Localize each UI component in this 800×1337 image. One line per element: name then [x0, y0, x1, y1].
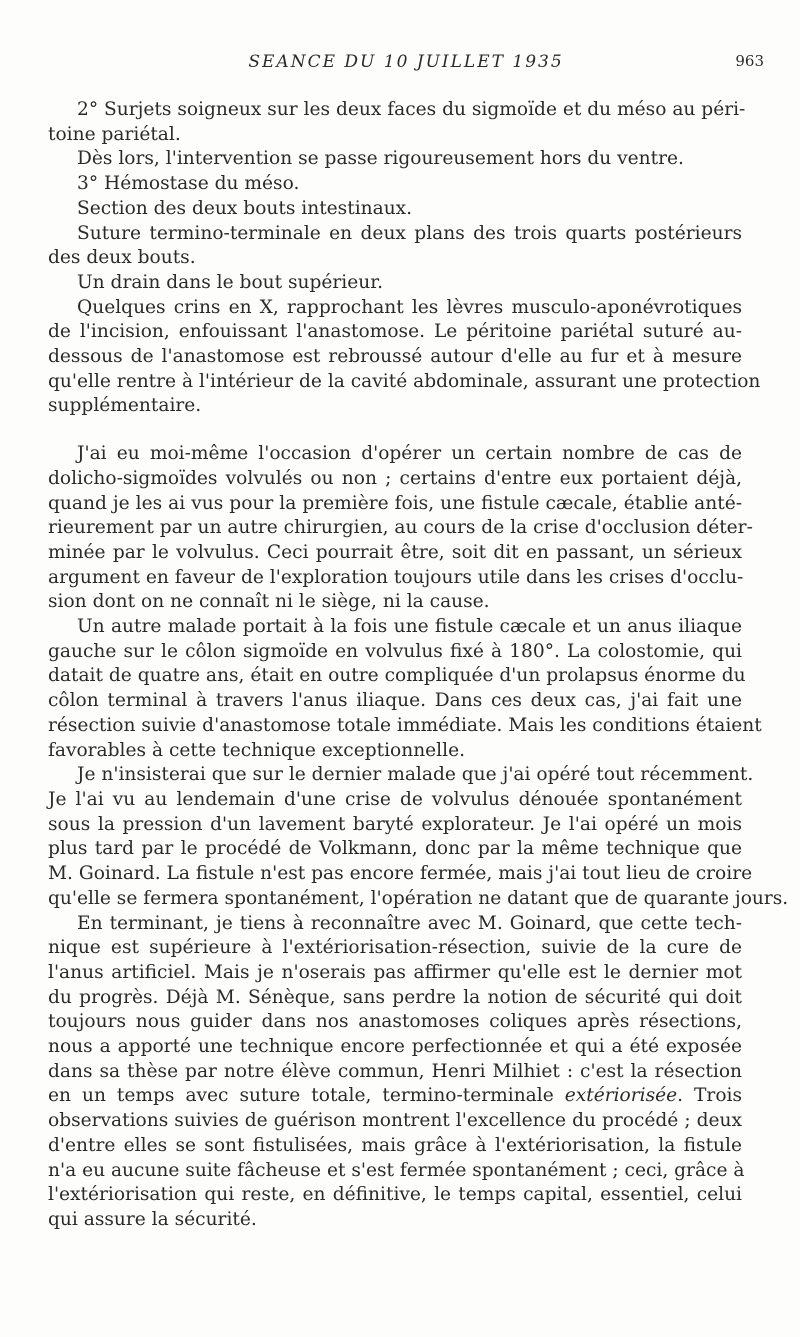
- text-line: sion dont on ne connaît ni le siège, ni la cause.: [48, 591, 490, 613]
- text-line: J'ai eu moi-même l'occasion d'opérer un certain nombre de cas de: [77, 443, 742, 465]
- text-line: observations suivies de guérison montrent l'excellence du procédé ; deux: [48, 1110, 742, 1132]
- text-line: gauche sur le côlon sigmoïde en volvulus fixé à 180°. La colostomie, qui: [48, 640, 742, 662]
- body-text: [48, 98, 789, 1233]
- paragraph-gap: [48, 419, 742, 442]
- text-line: qu'elle rentre à l'intérieur de la cavité abdominale, assurant une protection: [48, 370, 761, 392]
- text-line: argument en faveur de l'exploration toujours utile dans les crises d'occlu-: [48, 566, 744, 588]
- text-line: Un autre malade portait à la fois une fistule cæcale et un anus iliaque: [77, 616, 742, 638]
- text-line: favorables à cette technique exceptionnelle.: [48, 739, 465, 761]
- text-line: Je n'insisterai que sur le dernier malade que j'ai opéré tout récemment.: [77, 764, 754, 786]
- text-line: Quelques crins en X, rapprochant les lèvres musculo-aponévrotiques: [77, 296, 742, 318]
- text-line: datait de quatre ans, était en outre compliquée d'un prolapsus énorme du: [48, 665, 746, 687]
- text-line: rieurement par un autre chirurgien, au cours de la crise d'occlusion déter-: [48, 517, 753, 539]
- text-line: 3° Hémostase du méso.: [77, 173, 300, 195]
- text-line: 2° Surjets soigneux sur les deux faces du sigmoïde et du méso au péri-: [77, 99, 746, 120]
- text-line: dans sa thèse par notre élève commun, Henri Milhiet : c'est la résection: [48, 1060, 742, 1082]
- text-line: de l'incision, enfouissant l'anastomose. Le péritoine pariétal suturé au-: [48, 321, 742, 343]
- text-line: Section des deux bouts intestinaux.: [77, 197, 413, 219]
- text-run: en un temps avec suture totale, termino-terminale: [48, 1085, 554, 1107]
- page-header: [48, 50, 764, 76]
- text-line: Suture termino-terminale en deux plans des trois quarts postérieurs: [77, 222, 742, 244]
- italic-term: extériorisée: [564, 1085, 678, 1107]
- text-line: qui assure la sécurité.: [48, 1208, 257, 1230]
- text-line: toujours nous guider dans nos anastomoses coliques après résections,: [48, 1011, 742, 1033]
- text-line: nique est supérieure à l'extériorisation-résection, suivie de la cure de: [48, 937, 742, 959]
- text-run: . Trois: [677, 1085, 742, 1107]
- text-line: toine pariétal.: [48, 123, 181, 145]
- text-line: résection suivie d'anastomose totale immédiate. Mais les conditions étaient: [48, 714, 762, 736]
- text-line: En terminant, je tiens à reconnaître avec M. Goinard, que cette tech-: [77, 912, 742, 934]
- text-line: l'anus artificiel. Mais je n'oserais pas affirmer qu'elle est le dernier mot: [48, 961, 742, 983]
- page-number: 963: [735, 52, 764, 70]
- text-line: Un drain dans le bout supérieur.: [77, 271, 383, 293]
- text-line: d'entre elles se sont fistulisées, mais grâce à l'extériorisation, la fistule: [48, 1134, 742, 1156]
- text-line: Je l'ai vu au lendemain d'une crise de volvulus dénouée spontanément: [48, 788, 742, 810]
- text-line: minée par le volvulus. Ceci pourrait être, soit dit en passant, un sérieux: [48, 541, 742, 563]
- text-line: qu'elle se fermera spontanément, l'opération ne datant que de quarante jours.: [48, 887, 789, 909]
- text-line: [48, 1084, 742, 1109]
- text-line: M. Goinard. La fistule n'est pas encore fermée, mais j'ai tout lieu de croire: [48, 863, 753, 885]
- text-line: Dès lors, l'intervention se passe rigoureusement hors du ventre.: [77, 148, 684, 170]
- text-line: dessous de l'anastomose est rebroussé autour d'elle au fur et à mesure: [48, 346, 742, 368]
- text-line: du progrès. Déjà M. Sénèque, sans perdre la notion de sécurité qui doit: [48, 986, 742, 1008]
- text-line: l'extériorisation qui reste, en définitive, le temps capital, essentiel, celui: [48, 1184, 742, 1206]
- text-line: n'a eu aucune suite fâcheuse et s'est fermée spontanément ; ceci, grâce à: [48, 1159, 745, 1181]
- text-line: plus tard par le procédé de Volkmann, donc par la même technique que: [48, 838, 742, 860]
- running-head: SEANCE DU 10 JUILLET 1935: [248, 52, 564, 72]
- text-line: dolicho-sigmoïdes volvulés ou non ; certains d'entre eux portaient déjà,: [48, 467, 742, 489]
- text-line: des deux bouts.: [48, 247, 196, 269]
- text-line: sous la pression d'un lavement baryté explorateur. Je l'ai opéré un mois: [48, 813, 742, 835]
- text-line: supplémentaire.: [48, 395, 202, 417]
- text-line: quand je les ai vus pour la première fois, une fistule cæcale, établie anté-: [48, 492, 742, 514]
- text-line: nous a apporté une technique encore perfectionnée et qui a été exposée: [48, 1036, 742, 1058]
- text-line: côlon terminal à travers l'anus iliaque. Dans ces deux cas, j'ai fait une: [48, 690, 742, 712]
